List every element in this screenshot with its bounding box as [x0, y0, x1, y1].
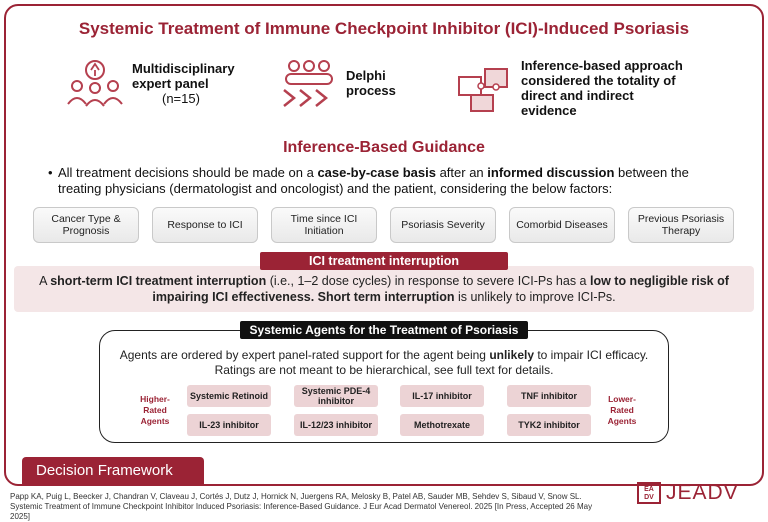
logo-mark: EA DV [637, 482, 661, 504]
puzzle-icon [455, 63, 513, 113]
interrupt-part-3: low to negligible risk of impairing ICI effectiveness. Short term interruption [152, 274, 729, 304]
factor-cancer-type: Cancer Type & Prognosis [33, 207, 139, 243]
bullet-part-2: after an [435, 165, 488, 180]
agent-tyk2-inhibitor: TYK2 inhibitor [507, 414, 591, 436]
bullet-part-0: All treatment decisions should be made on a [58, 165, 318, 180]
agents-desc-2: to impair ICI efficacy. Ratings are not meant to be hierarchical, see full text for details. [214, 348, 649, 377]
interruption-panel [14, 266, 754, 312]
agent-il17-inhibitor: IL-17 inhibitor [400, 385, 484, 407]
bullet-part-3: informed discussion [487, 165, 615, 180]
factor-response: Response to ICI [152, 207, 258, 243]
page-title: Systemic Treatment of Immune Checkpoint Inhibitor (ICI)-Induced Psoriasis [78, 19, 690, 38]
agent-il1223-inhibitor: IL-12/23 inhibitor [294, 414, 378, 436]
method-expert-panel [66, 58, 237, 108]
bullet-part-1: case-by-case basis [317, 165, 436, 180]
interrupt-part-2: (i.e., 1–2 dose cycles) in response to severe ICI-Ps has a [266, 274, 590, 288]
agents-description [110, 348, 658, 378]
factor-time-since: Time since ICI Initiation [271, 207, 377, 243]
method-3-lead: Inference-based approach considered the [521, 58, 683, 88]
agents-desc-1: unlikely [489, 348, 534, 362]
interruption-label: ICI treatment interruption [260, 252, 508, 270]
method-1-extra: (n=15) [162, 90, 200, 106]
method-2-bold: Delphi process [346, 68, 396, 98]
factor-comorbid: Comorbid Diseases [509, 207, 615, 243]
agents-header: Systemic Agents for the Treatment of Psoriasis [240, 321, 528, 339]
agent-methotrexate: Methotrexate [400, 414, 484, 436]
factor-previous-therapy: Previous Psoriasis Therapy [628, 207, 734, 243]
interrupt-part-1: short-term ICI treatment interruption [50, 274, 267, 288]
method-delphi [280, 58, 406, 108]
agents-desc-0: Agents are ordered by expert panel-rated support for the agent being [119, 348, 490, 362]
method-3-bold: totality of direct and indirect evidence [521, 73, 676, 118]
method-inference [455, 58, 691, 118]
expert-panel-icon [66, 58, 124, 108]
factor-list [33, 207, 734, 243]
jeadv-logo [637, 481, 739, 505]
logo-word: JEADV [666, 481, 739, 504]
factor-severity: Psoriasis Severity [390, 207, 496, 243]
guidance-heading: Inference-Based Guidance [283, 139, 485, 156]
agent-tnf-inhibitor: TNF inhibitor [507, 385, 591, 407]
interrupt-part-4: is unlikely to improve ICI-Ps. [454, 290, 616, 304]
interrupt-part-0: A [39, 274, 51, 288]
agent-pde4-inhibitor: Systemic PDE-4 inhibitor [294, 385, 378, 407]
lower-rated-label: Lower-Rated Agents [607, 394, 637, 426]
method-1-bold: Multidisciplinary expert panel [132, 60, 235, 91]
guidance-bullet [48, 165, 718, 197]
citation: Papp KA, Puig L, Beecker J, Chandran V, Claveau J, Cortés J, Dutz J, Hornick N, Juergens RA, Melosky B, Patel AB, Sauder MB, Sehdev S, Sibaud V, Snow SL. Systemic Treatment of Immune Checkpoint Inhibitor Induced Psoriasis: Inference-Based Guidance. J Eur Acad Dermatol Venereol. 2025 [In Press, Accepted 26 May 2025] [10, 492, 593, 521]
bullet-part-4: between the treating physicians (dermatologist and oncologist) and the patient, considering the below factors: [58, 165, 689, 196]
agent-il23-inhibitor: IL-23 inhibitor [187, 414, 271, 436]
bullet-dot: • [48, 165, 53, 180]
decision-framework-tab: Decision Framework [22, 457, 204, 485]
agent-systemic-retinoid: Systemic Retinoid [187, 385, 271, 407]
higher-rated-label: Higher-Rated Agents [140, 394, 170, 426]
delphi-icon [280, 58, 338, 108]
